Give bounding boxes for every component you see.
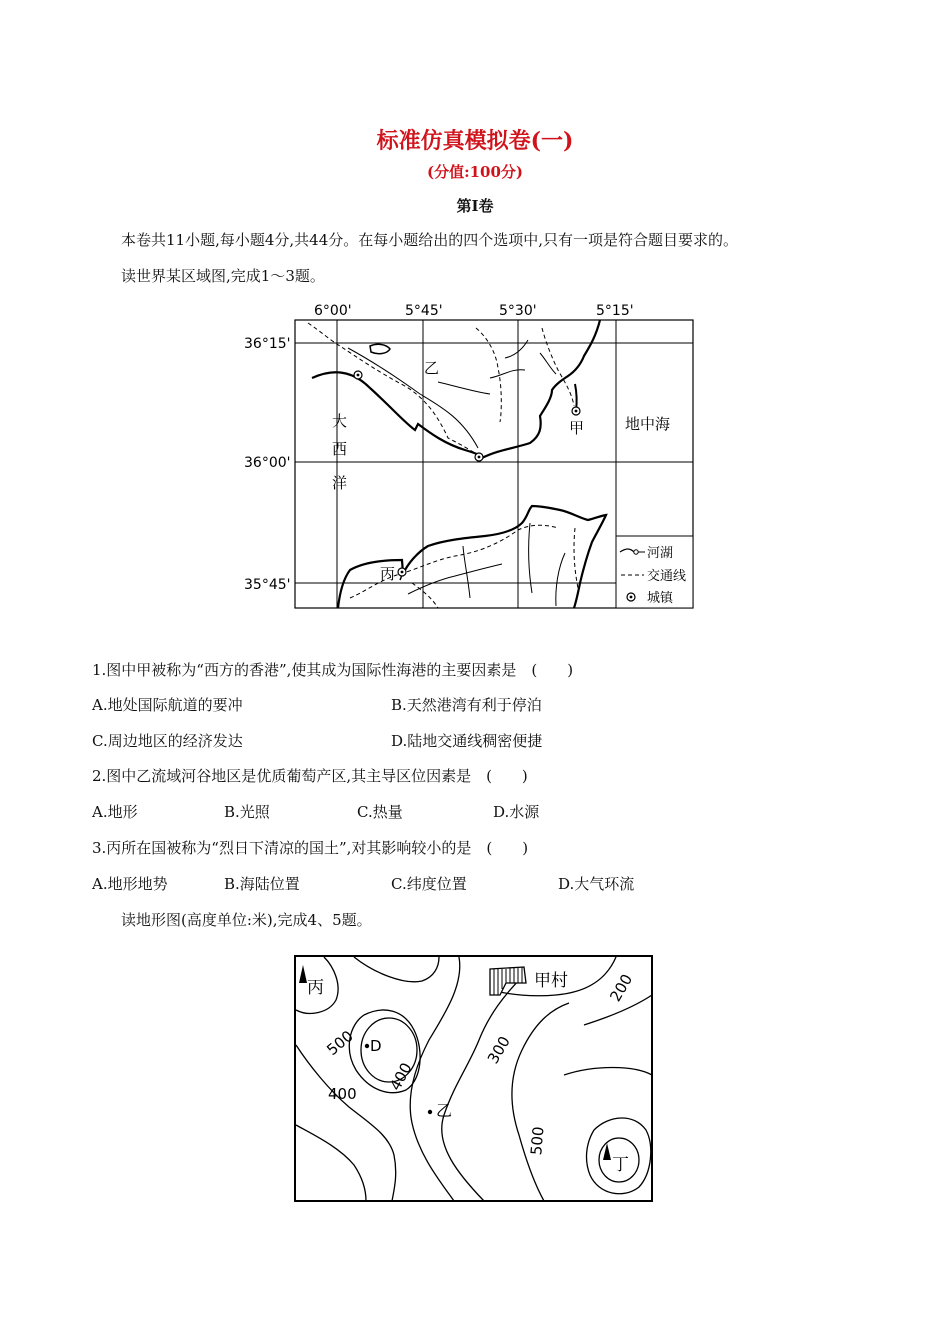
lon-label: 5°30' [499, 303, 537, 319]
label-ding-peak: 丁 [612, 1155, 629, 1175]
lon-label: 6°00' [314, 303, 352, 319]
label-jia-village: 甲村 [534, 971, 568, 991]
south-coastline [338, 506, 606, 608]
contour-label: 400 [328, 1085, 357, 1103]
legend-transport: 交通线 [647, 569, 687, 584]
q2-option-a: A.地形 [92, 803, 138, 821]
map2-prompt: 读地形图(高度单位:米),完成4、5题。 [121, 911, 372, 929]
question-1: 1.图中甲被称为“西方的香港”,使其成为国际性海港的主要因素是 ( ) [92, 661, 574, 679]
question-3: 3.丙所在国被称为“烈日下清凉的国土”,对其影响较小的是 ( ) [92, 839, 529, 857]
label-sea: 地中海 [625, 415, 671, 433]
lon-label: 5°15' [596, 303, 634, 319]
contour-label: 200 [606, 970, 637, 1005]
q1-option-a: A.地处国际航道的要冲 [92, 696, 243, 714]
lat-label: 36°00' [244, 455, 291, 471]
label-yi: 乙 [424, 359, 440, 377]
region-map [240, 298, 700, 614]
q2-option-b: B.光照 [224, 803, 270, 821]
instruction-text: 本卷共11小题,每小题4分,共44分。在每小题给出的四个选项中,只有一项是符合题目要求的。 [121, 231, 739, 249]
q2-option-d: D.水源 [493, 803, 540, 821]
page-title: 标准仿真模拟卷(一) [376, 128, 574, 154]
lat-label: 35°45' [244, 577, 291, 593]
label-bing: 丙 [380, 565, 396, 583]
q3-option-c: C.纬度位置 [391, 875, 467, 893]
label-ocean: 洋 [332, 474, 348, 492]
legend-town: 城镇 [647, 591, 674, 606]
contour-label: 400 [386, 1059, 416, 1094]
q3-option-d: D.大气环流 [558, 875, 635, 893]
map1-prompt: 读世界某区域图,完成1～3题。 [121, 267, 325, 285]
contour-map [294, 955, 654, 1203]
village-area [490, 967, 526, 995]
contour-label: 300 [483, 1033, 514, 1067]
label-point-yi: 乙 [436, 1101, 453, 1120]
question-2: 2.图中乙流域河谷地区是优质葡萄产区,其主导区位因素是 ( ) [92, 767, 528, 785]
q1-option-b: B.天然港湾有利于停泊 [391, 696, 542, 714]
legend-river: 河湖 [647, 546, 674, 561]
contour-label: 500 [323, 1026, 357, 1060]
label-bing-peak: 丙 [307, 978, 324, 998]
q3-option-b: B.海陆位置 [224, 875, 300, 893]
q1-option-c: C.周边地区的经济发达 [92, 732, 243, 750]
label-ocean: 西 [332, 440, 348, 458]
q1-option-d: D.陆地交通线稠密便捷 [391, 732, 543, 750]
label-jia: 甲 [569, 419, 585, 437]
peak-icon [299, 965, 307, 983]
score-note: (分值:100分) [426, 163, 524, 181]
section-heading: 第Ⅰ卷 [456, 197, 494, 215]
north-coastline [312, 320, 600, 458]
contour-label: 500 [527, 1125, 548, 1156]
lat-label: 36°15' [244, 336, 291, 352]
label-ocean: 大 [332, 412, 348, 430]
q3-option-a: A.地形地势 [92, 875, 168, 893]
q2-option-c: C.热量 [357, 803, 403, 821]
lon-label: 5°45' [405, 303, 443, 319]
label-point-d: D [370, 1037, 382, 1055]
contour-frame [295, 956, 652, 1201]
